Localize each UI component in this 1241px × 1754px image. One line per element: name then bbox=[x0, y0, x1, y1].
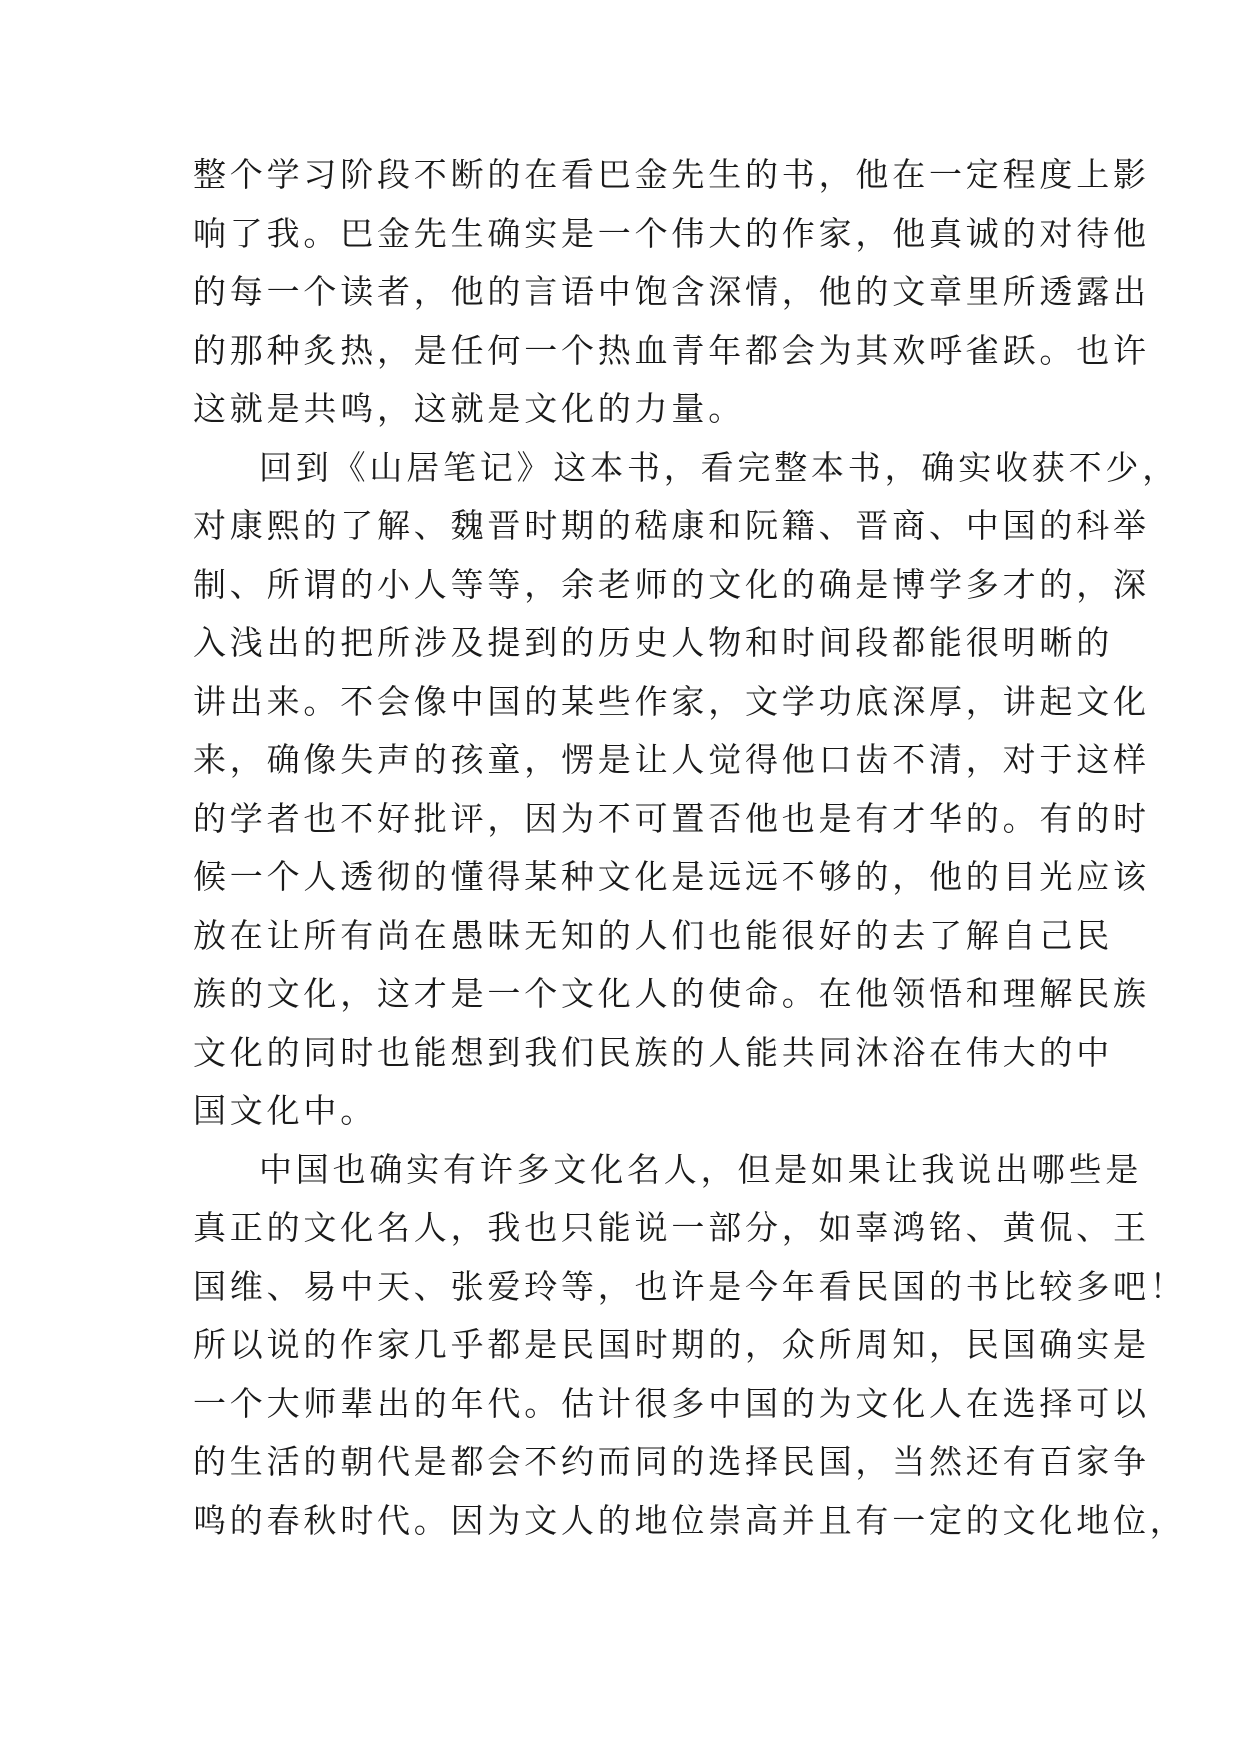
text-line: 的学者也不好批评，因为不可置否他也是有才华的。有的时 bbox=[193, 798, 1150, 838]
text-line: 鸣的春秋时代。因为文人的地位崇高并且有一定的文化地位， bbox=[193, 1500, 1187, 1540]
text-line: 来，确像失声的孩童，愣是让人觉得他口齿不清，对于这样 bbox=[193, 740, 1150, 779]
text-line: 入浅出的把所涉及提到的历史人物和时间段都能很明晰的 bbox=[193, 623, 1113, 662]
paragraph-first-line: 回到《山居笔记》这本书，看完整本书，确实收获不少， bbox=[259, 447, 1179, 487]
text-line: 放在让所有尚在愚昧无知的人们也能很好的去了解自己民 bbox=[193, 915, 1113, 955]
text-line: 制、所谓的小人等等，余老师的文化的确是博学多才的，深 bbox=[193, 564, 1150, 604]
text-line: 国维、易中天、张爱玲等，也许是今年看民国的书比较多吧！ bbox=[193, 1266, 1187, 1306]
text-line: 所以说的作家几乎都是民国时期的，众所周知，民国确实是 bbox=[193, 1325, 1150, 1364]
text-line: 族的文化，这才是一个文化人的使命。在他领悟和理解民族 bbox=[193, 974, 1150, 1013]
text-line: 的生活的朝代是都会不约而同的选择民国，当然还有百家争 bbox=[193, 1442, 1150, 1481]
text-line: 这就是共鸣，这就是文化的力量。 bbox=[193, 389, 745, 428]
text-line: 的那种炙热，是任何一个热血青年都会为其欢呼雀跃。也许 bbox=[193, 330, 1150, 370]
text-line: 整个学习阶段不断的在看巴金先生的书，他在一定程度上影 bbox=[193, 155, 1150, 194]
text-line: 对康熙的了解、魏晋时期的嵇康和阮籍、晋商、中国的科举 bbox=[193, 506, 1150, 545]
paragraph-first-line: 中国也确实有许多文化名人，但是如果让我说出哪些是 bbox=[259, 1149, 1143, 1189]
text-line: 文化的同时也能想到我们民族的人能共同沐浴在伟大的中 bbox=[193, 1032, 1113, 1072]
text-line: 的每一个读者，他的言语中饱含深情，他的文章里所透露出 bbox=[193, 272, 1150, 311]
body-text bbox=[193, 146, 1187, 1550]
text-line: 真正的文化名人，我也只能说一部分，如辜鸿铭、黄侃、王 bbox=[193, 1208, 1150, 1247]
text-line: 候一个人透彻的懂得某种文化是远远不够的，他的目光应该 bbox=[193, 857, 1150, 896]
text-line: 讲出来。不会像中国的某些作家，文学功底深厚，讲起文化 bbox=[193, 681, 1150, 721]
text-line: 一个大师辈出的年代。估计很多中国的为文化人在选择可以 bbox=[193, 1383, 1150, 1423]
text-line: 响了我。巴金先生确实是一个伟大的作家，他真诚的对待他 bbox=[193, 213, 1150, 253]
text-line: 国文化中。 bbox=[193, 1091, 377, 1130]
